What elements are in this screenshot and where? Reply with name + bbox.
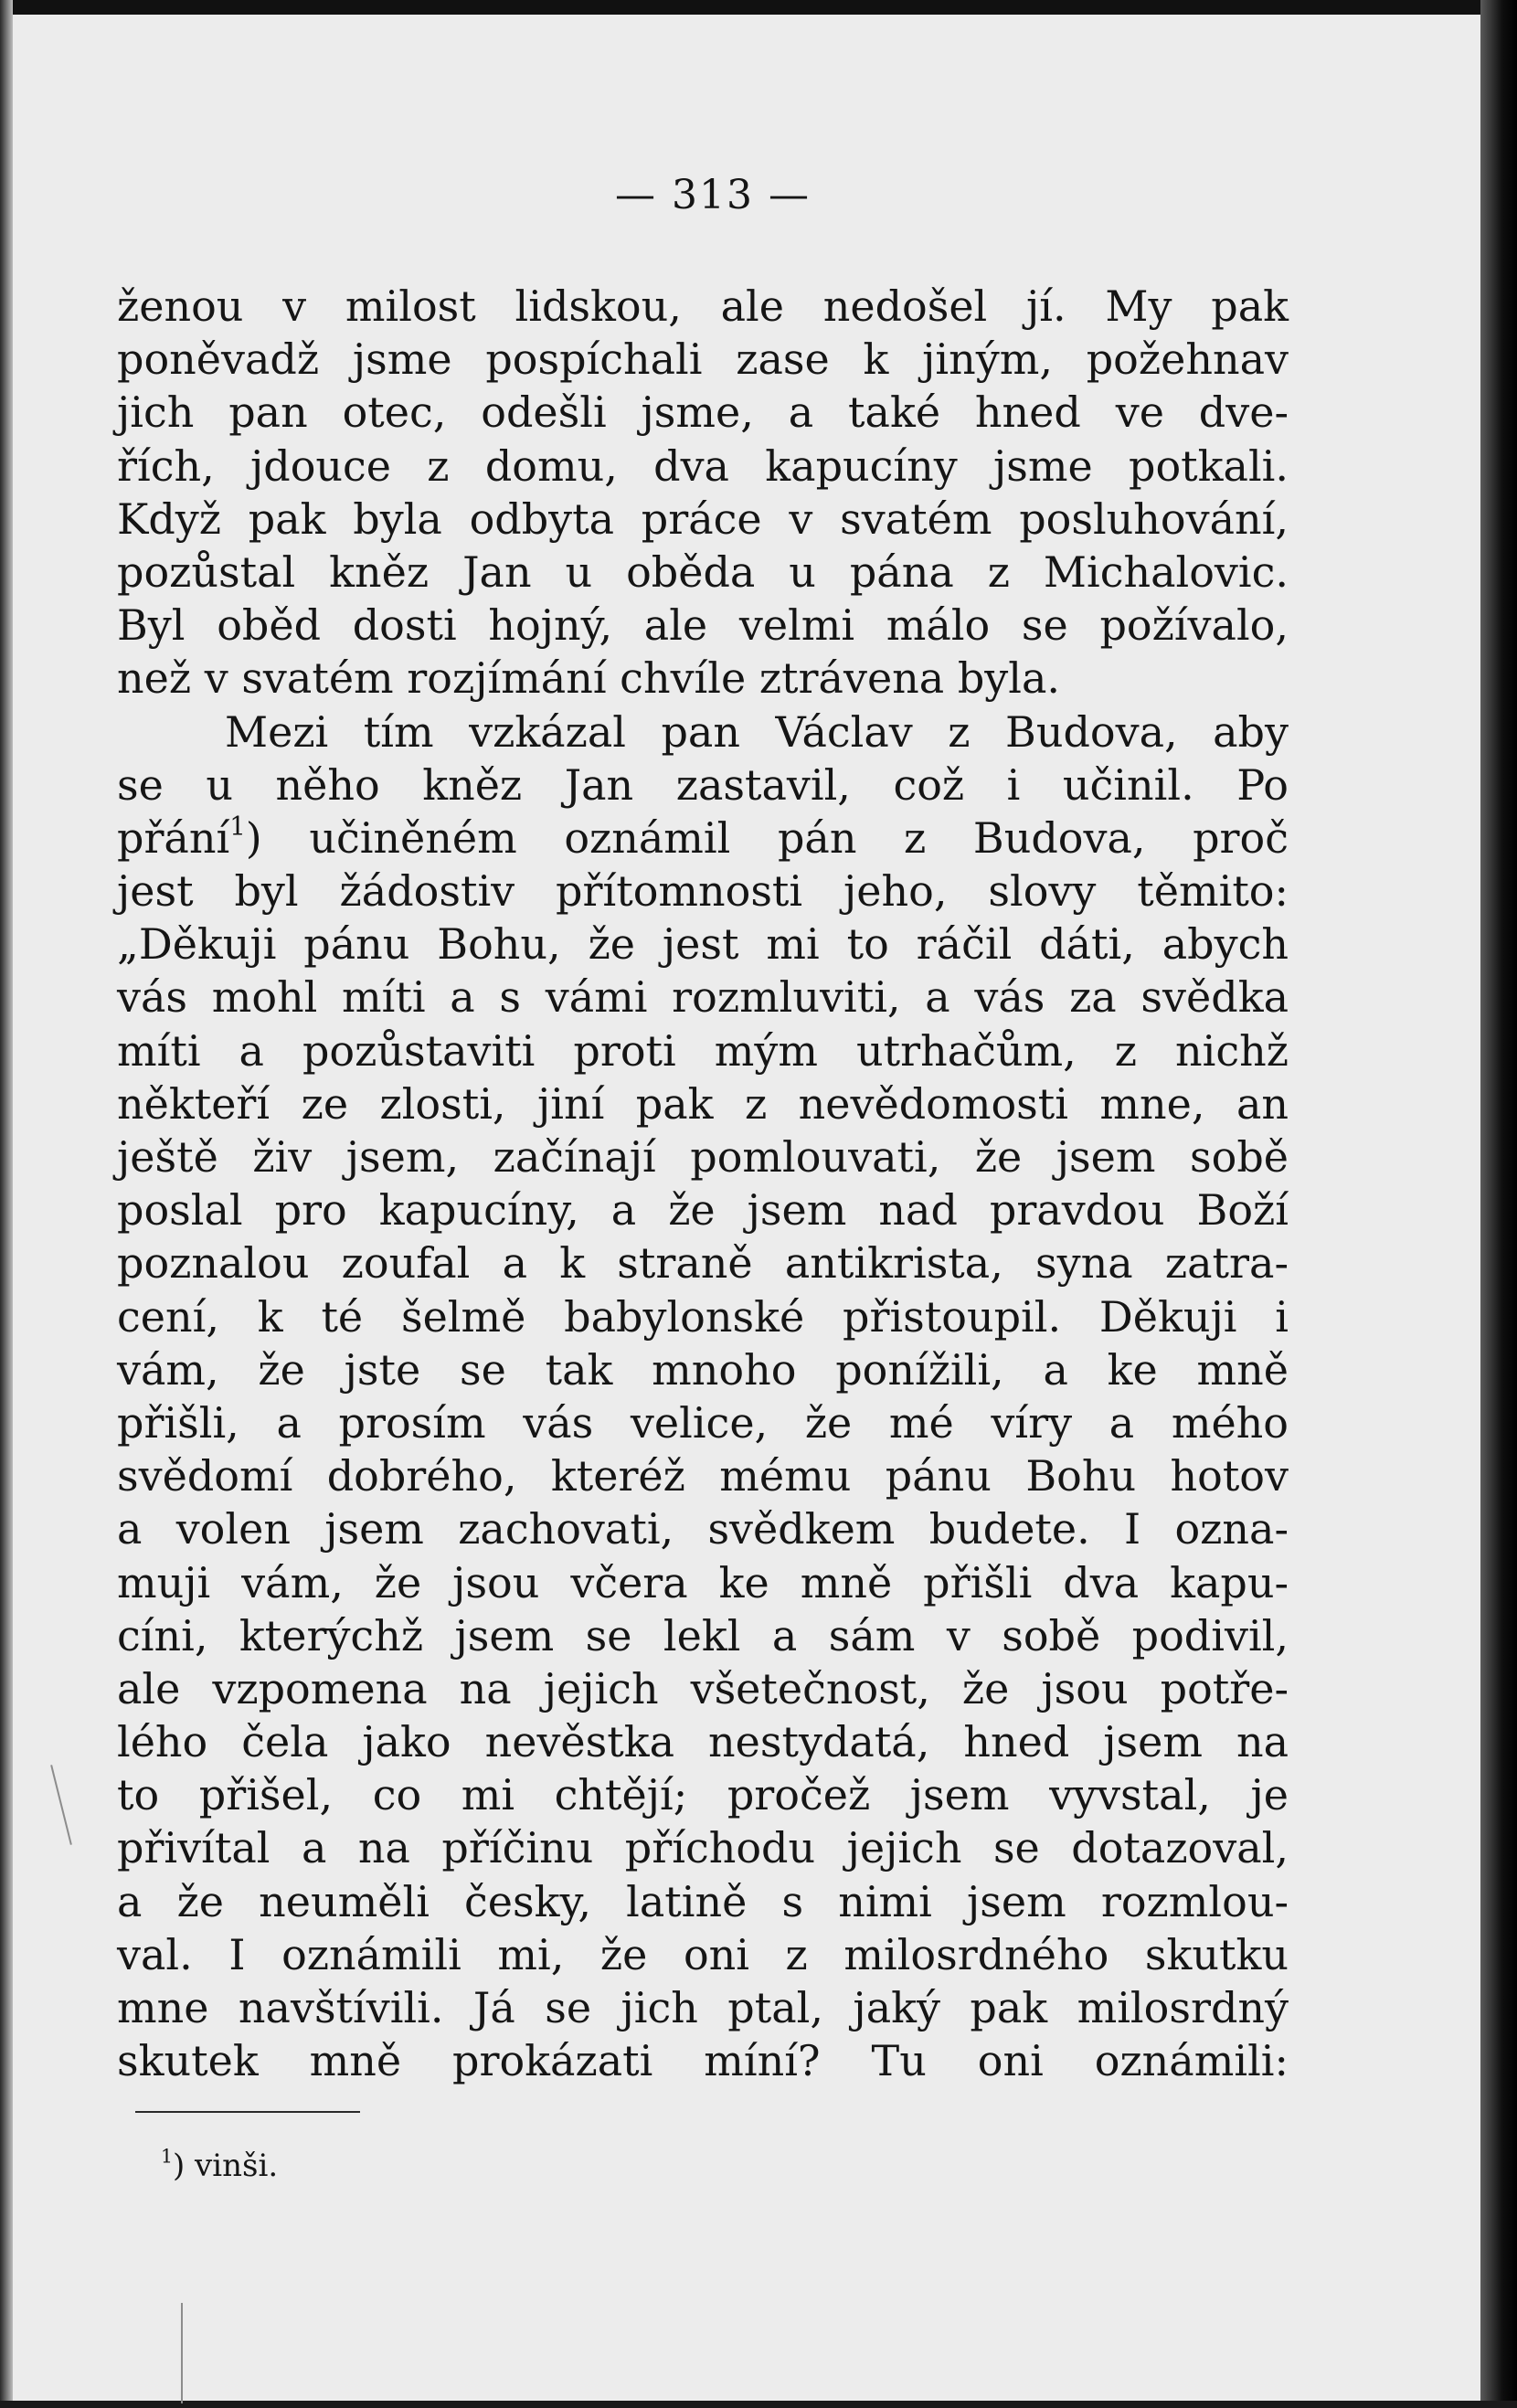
- text-line: někteří ze zlosti, jiní pak z nevědomosti mne, an: [117, 1078, 1289, 1129]
- text-line: val. I oznámili mi, že oni z milosrdného skutku: [117, 1929, 1289, 1979]
- text-line: mne navštívili. Já se jich ptal, jaký pak milosrdný: [117, 1983, 1289, 2032]
- text-line: vás mohl míti a s vámi rozmluviti, a vás za svědka: [117, 972, 1289, 1023]
- text-line-with-footnote-ref: [117, 812, 1289, 865]
- text-line: „Děkuji pánu Bohu, že jest mi to ráčil dáti, abych: [117, 919, 1289, 970]
- scan-top-edge: [0, 0, 1517, 15]
- text-line: poznalou zoufal a k straně antikrista, syna zatra-: [117, 1238, 1289, 1289]
- text-line: přivítal a na příčinu příchodu jejich se dotazoval,: [117, 1823, 1289, 1873]
- text-line: cení, k té šelmě babylonské přistoupil. Děkuji i: [117, 1291, 1289, 1342]
- text-fragment: přání: [117, 812, 230, 863]
- paragraph-first-line: Mezi tím vzkázal pan Václav z Budova, aby: [225, 706, 1289, 757]
- page-number: — 313 —: [615, 172, 811, 218]
- text-line: ženou v milost lidskou, ale nedošel jí. My pak: [117, 281, 1289, 331]
- text-line: skutek mně prokázati míní? Tu oni oznámili:: [117, 2036, 1289, 2086]
- scan-bottom-edge: [0, 2401, 1517, 2408]
- text-line: muji vám, že jsou včera ke mně přišli dva kapu-: [117, 1557, 1289, 1607]
- text-line: jest byl žádostiv přítomnosti jeho, slovy těmito:: [117, 866, 1289, 917]
- body-text: [117, 280, 1289, 2087]
- text-line: ale vzpomena na jejich všetečnost, že jsou potře-: [117, 1663, 1289, 1713]
- scan-right-edge: [1480, 0, 1517, 2408]
- text-line: a že neuměli česky, latině s nimi jsem rozmlou-: [117, 1876, 1289, 1926]
- text-line: pozůstal kněz Jan u oběda u pána z Michalovic.: [117, 546, 1289, 597]
- text-line: svědomí dobrého, kteréž mému pánu Bohu hotov: [117, 1451, 1289, 1501]
- text-line: přišli, a prosím vás velice, že mé víry a mého: [117, 1397, 1289, 1448]
- text-line: cíni, kterýchž jsem se lekl a sám v sobě podivil,: [117, 1610, 1289, 1660]
- text-fragment: ) učiněném oznámil pán z Budova, proč: [245, 812, 1289, 863]
- text-line: poněvadž jsme pospíchali zase k jiným, požehnav: [117, 334, 1289, 385]
- text-line: Když pak byla odbyta práce v svatém posluhování,: [117, 493, 1289, 544]
- text-line: Byl oběd dosti hojný, ale velmi málo se požívalo,: [117, 600, 1289, 651]
- text-line: míti a pozůstaviti proti mým utrhačům, z nichž: [117, 1025, 1289, 1076]
- text-line: jich pan otec, odešli jsme, a také hned ve dve-: [117, 387, 1289, 438]
- text-line: než v svatém rozjímání chvíle ztrávena byla.: [117, 653, 1061, 704]
- text-line: ještě živ jsem, začínají pomlouvati, že jsem sobě: [117, 1132, 1289, 1182]
- text-line: vám, že jste se tak mnoho ponížili, a ke mně: [117, 1344, 1289, 1395]
- text-line: to přišel, co mi chtějí; pročež jsem vyvstal, je: [117, 1770, 1289, 1820]
- text-line: a volen jsem zachovati, svědkem budete. I ozna-: [117, 1504, 1289, 1554]
- text-line: řích, jdouce z domu, dva kapucíny jsme potkali.: [117, 440, 1289, 491]
- footnote: [161, 2145, 279, 2184]
- footnote-marker: 1: [161, 2145, 173, 2168]
- text-line: se u něho kněz Jan zastavil, což i učinil. Po: [117, 759, 1289, 810]
- footnote-reference: 1: [229, 811, 246, 842]
- text-line: lého čela jako nevěstka nestydatá, hned jsem na: [117, 1717, 1289, 1767]
- footnote-divider: [135, 2111, 360, 2113]
- scan-scratch-mark: [50, 1765, 72, 1845]
- scan-left-edge: [0, 0, 13, 2408]
- text-line: poslal pro kapucíny, a že jsem nad pravdou Boží: [117, 1185, 1289, 1236]
- scan-scratch-mark: [181, 2303, 183, 2403]
- footnote-text: ) vinši.: [172, 2148, 279, 2184]
